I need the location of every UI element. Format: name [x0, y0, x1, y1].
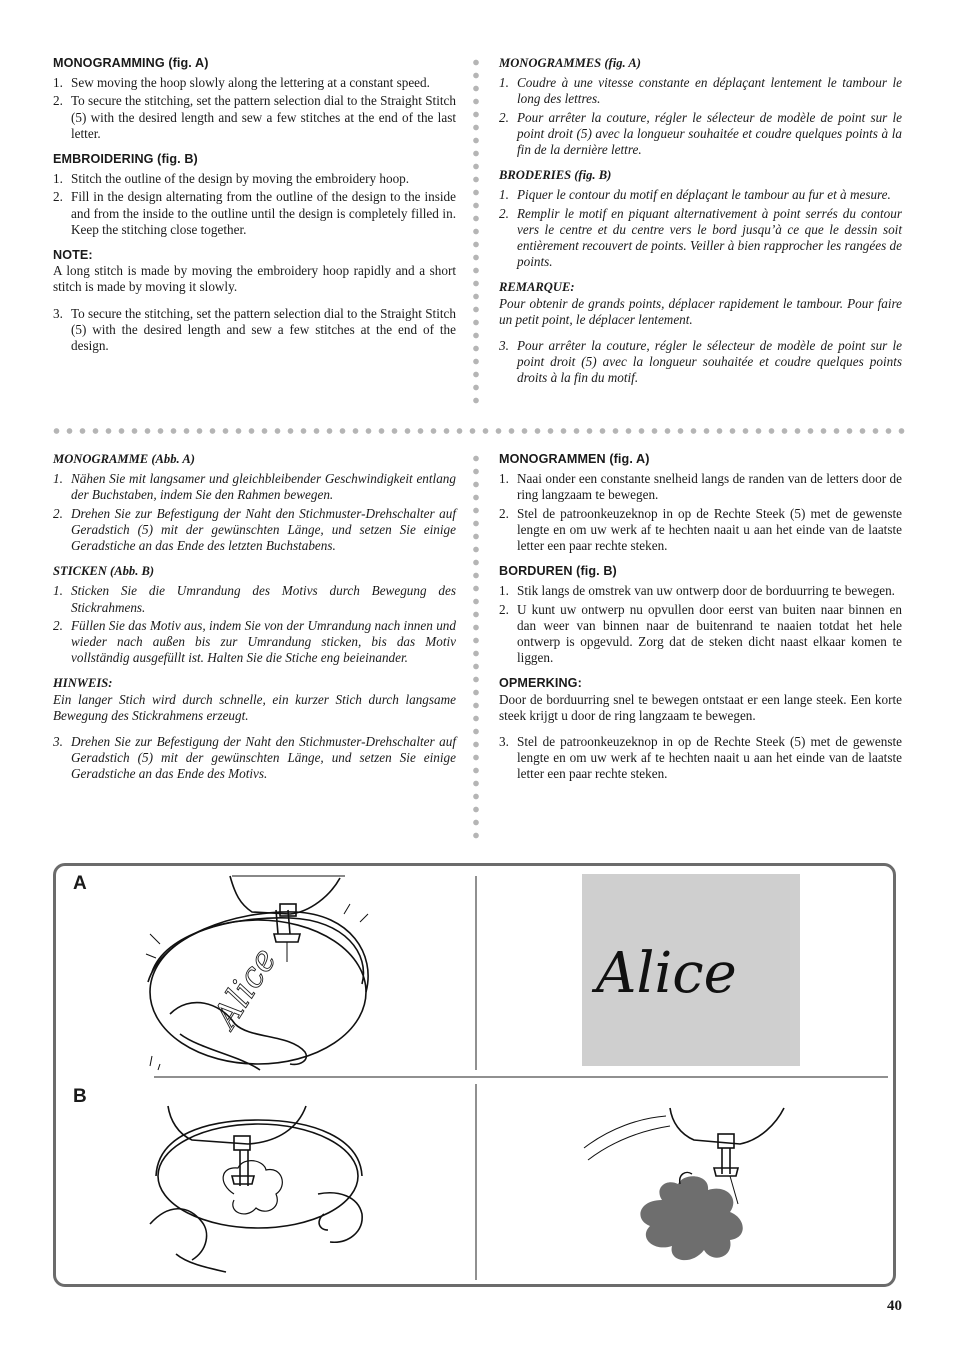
heading-hinweis: HINWEIS:	[53, 676, 113, 691]
figure-label-a: A	[73, 873, 87, 894]
list-item: 3. Stel de patroonkeuzeknop in op de Rechte Steek (5) met de gewenste lengte en om uw werk af te hechten naait u aan het einde van de laatste letter een paar rechte steken.	[499, 734, 902, 782]
list-item: 1. Nähen Sie mit langsamer und gleichbleibender Geschwindigkeit entlang der Buchstaben, indem Sie den Rahmen bewegen.	[53, 471, 456, 503]
heading-monogrammen: MONOGRAMMEN (fig. A)	[499, 452, 650, 466]
list-item: 1. Sew moving the hoop slowly along the lettering at a constant speed.	[53, 75, 430, 91]
figure-label-b: B	[73, 1086, 87, 1107]
monogramming-steps	[53, 471, 456, 554]
note-text: Ein langer Stich wird durch schnelle, ein kurzer Stich durch langsame Bewegung des Stickrahmens erzeugt.	[53, 691, 456, 723]
final-step	[53, 734, 456, 783]
list-item: 3. Drehen Sie zur Befestigung der Naht den Stichmuster-Drehschalter auf Geradstich (5) mit der gewünschten Länge, und setzen Sie einige Geradstiche an das Ende des Motivs.	[53, 734, 456, 782]
list-item: 1. Naai onder een constante snelheid langs de randen van de letters door de ring langzaam te bewegen.	[499, 471, 902, 503]
heading-monogramme: MONOGRAMME (Abb. A)	[53, 452, 195, 466]
list-item: 2. Drehen Sie zur Befestigung der Naht den Stichmuster-Drehschalter auf Geradstich (5) mit der gewünschten Länge, und setzen Sie einige Geradstiche an das Ende des letzten Buchstabens.	[53, 505, 456, 554]
final-step	[53, 306, 456, 355]
list-item: 3. Pour arrêter la couture, régler le sélecteur de modèle de point sur le point droit (5) avec la longueur souhaitée et coudre quelques points droits à la fin du motif.	[499, 338, 902, 386]
flower-shape	[640, 1176, 742, 1260]
monogramming-steps	[499, 471, 902, 554]
list-item: 2. To secure the stitching, set the pattern selection dial to the Straight Stitch (5) with the desired length and sew a few stitches at the end of the last letter.	[53, 93, 456, 141]
monogram-outline-text: Alice	[205, 941, 285, 1035]
list-item: 1. Sticken Sie die Umrandung des Motivs durch Bewegung des Stickrahmens.	[53, 583, 456, 615]
list-item: 3. To secure the stitching, set the pattern selection dial to the Straight Stitch (5) with the desired length and sew a few stitches at the end of the design.	[53, 305, 456, 354]
horizontal-divider	[50, 428, 905, 434]
list-item: 1. Stik langs de omstrek van uw ontwerp door de borduurring te bewegen.	[499, 583, 895, 599]
list-item: 2. Remplir le motif en piquant alternativement à point serrés du contour vers le centre et du centre vers le bord jusqu’à ce que le dessin soit entièrement recouvert de points. Veiller à bien rapprocher les rangées de points.	[499, 205, 902, 270]
flower-result-illustration	[580, 1104, 830, 1280]
heading-monogramming: MONOGRAMMING (fig. A)	[53, 56, 209, 70]
english-section	[53, 55, 456, 363]
page-number: 40	[887, 1298, 902, 1314]
heading-remarque: REMARQUE:	[499, 280, 575, 295]
final-step	[499, 734, 902, 783]
monogram-result-panel	[582, 874, 800, 1066]
embroidering-steps	[499, 187, 902, 270]
french-section	[499, 55, 902, 396]
embroidering-steps	[53, 171, 456, 238]
heading-borduren: BORDUREN (fig. B)	[499, 564, 617, 579]
note-text: A long stitch is made by moving the embroidery hoop rapidly and a short stitch is made by moving it slowly.	[53, 263, 456, 295]
note-text: Pour obtenir de grands points, déplacer rapidement le tambour. Pour faire un petit point, le déplacer lentement.	[499, 295, 902, 327]
heading-monogrammes: MONOGRAMMES (fig. A)	[499, 56, 641, 70]
list-item: 1. Piquer le contour du motif en déplaçant le tambour au fur et à mesure.	[499, 187, 891, 203]
embroidering-steps	[499, 583, 902, 666]
monogram-text: Alice	[596, 941, 737, 1006]
list-item: 2. Füllen Sie das Motiv aus, indem Sie von der Umrandung nach innen und wieder nach außen bis zur Umrandung sticken, bis das Motiv vollständig ausgefüllt ist. Halten Sie die Stiche eng beieinander.	[53, 617, 456, 666]
list-item: 2. Stel de patroonkeuzeknop in op de Rechte Steek (5) met de gewenste lengte en om uw werk af te hechten naait u aan het einde van de laatste letter een paar rechte steken.	[499, 505, 902, 554]
monogramming-steps	[499, 75, 902, 158]
heading-embroidering: EMBROIDERING (fig. B)	[53, 152, 198, 167]
list-item: 1. Coudre à une vitesse constante en déplaçant lentement le tambour le long des lettres.	[499, 75, 902, 107]
heading-broderies: BRODERIES (fig. B)	[499, 168, 612, 183]
embroidering-steps	[53, 583, 456, 666]
heading-sticken: STICKEN (Abb. B)	[53, 564, 155, 579]
final-step	[499, 338, 902, 387]
dutch-section	[499, 451, 902, 792]
monogramming-illustration	[140, 874, 380, 1074]
german-section	[53, 451, 456, 792]
embroidering-hoop-illustration	[148, 1104, 378, 1274]
list-item: 2. Pour arrêter la couture, régler le sélecteur de modèle de point sur le point droit (5) avec la longueur souhaitée et coudre quelques points à la fin de la dernière lettre.	[499, 109, 902, 158]
heading-opmerking: OPMERKING:	[499, 676, 582, 691]
list-item: 2. U kunt uw ontwerp nu opvullen door eerst van buiten naar binnen en dan weer van binnen naar de buitenrand te naaien totdat het hele ontwerp is opgevuld. Zorg dat de steken dicht naast elkaar komen te liggen.	[499, 601, 902, 666]
list-item: 1. Stitch the outline of the design by moving the embroidery hoop.	[53, 171, 410, 187]
list-item: 2. Fill in the design alternating from the outline of the design to the inside and from the inside to the outline until the design is completely filled in. Keep the stitching close together.	[53, 189, 456, 237]
heading-note: NOTE:	[53, 248, 93, 263]
vertical-divider-bottom	[473, 452, 479, 842]
note-text: Door de borduurring snel te bewegen ontstaat er een lange steek. Een korte steek krijgt u door de ring langzaam te bewegen.	[499, 691, 902, 723]
vertical-divider-top	[473, 56, 479, 410]
monogramming-steps	[53, 75, 456, 142]
